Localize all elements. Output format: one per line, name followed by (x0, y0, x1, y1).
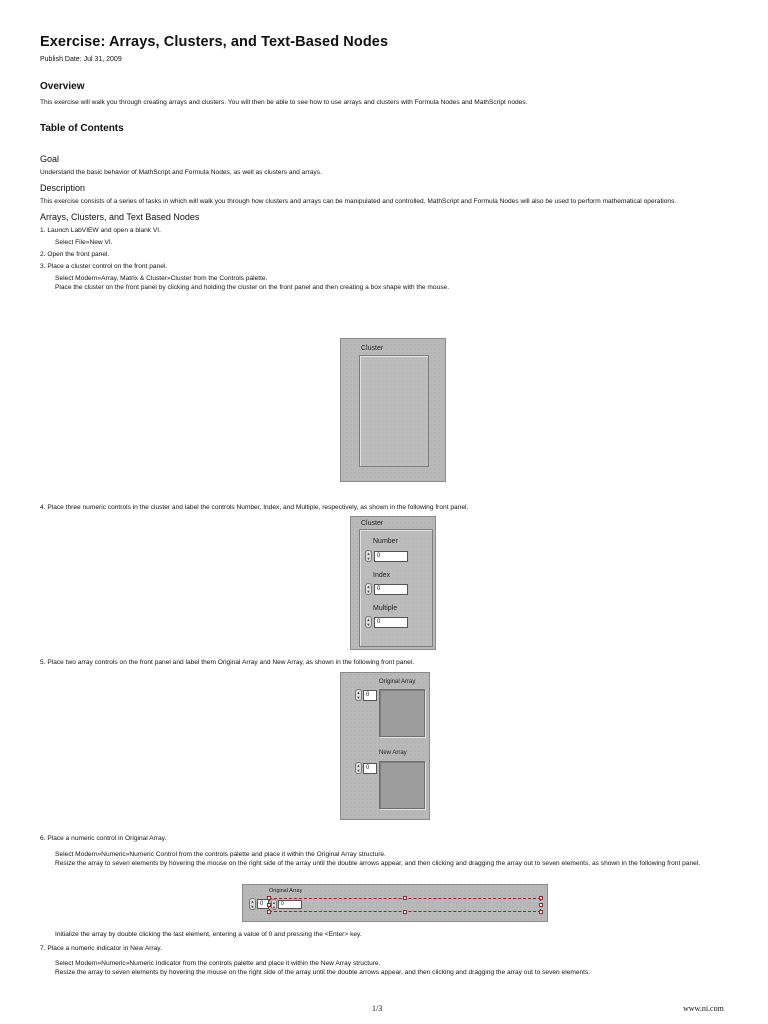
figure-cluster-numerics (350, 516, 436, 650)
step-7-instruction-a: Select Modern»Numeric»Numeric Indicator from the controls palette and place it within the New Array structure. (55, 960, 381, 967)
footer-site: www.ni.com (683, 1004, 724, 1013)
array-index-spinner[interactable]: ▲ ▼ (250, 899, 255, 909)
section-heading: Arrays, Clusters, and Text Based Nodes (40, 212, 200, 222)
figure-empty-cluster (340, 338, 446, 482)
resize-handle-tl[interactable] (267, 896, 271, 900)
step-6: 6. Place a numeric control in Original Array. (40, 835, 167, 842)
new-array-label: New Array (379, 750, 407, 756)
resize-handle-mr[interactable] (539, 903, 543, 907)
number-label: Number (373, 538, 398, 545)
step-6-instruction-a: Select Modern»Numeric»Numeric Control from the controls palette and place it within the Original Array structure. (55, 851, 386, 858)
resize-handle-ml[interactable] (267, 903, 271, 907)
new-array-frame (379, 761, 425, 809)
step-4: 4. Place three numeric controls in the cluster and label the controls Number, Index, and Multiple, respectively, as shown in the following front panel. (40, 504, 469, 511)
step-3: 3. Place a cluster control on the front panel. (40, 263, 168, 270)
resize-handle-bl[interactable] (267, 910, 271, 914)
index-input[interactable]: 0 (374, 584, 408, 595)
page-title: Exercise: Arrays, Clusters, and Text-Based Nodes (40, 34, 389, 50)
step-6-instruction-b: Resize the array to seven elements by hovering the mouse on the right side of the array until the double arrows appear, and then clicking and dragging the array out to seven elements, as shown in the following front panel. (55, 860, 701, 867)
original-index-spinner[interactable]: ▲ ▼ (356, 690, 361, 700)
figure-resized-array (242, 884, 548, 922)
step-3-instruction-a: Select Modern»Array, Matrix & Cluster»Cluster from the Controls palette. (55, 275, 268, 282)
number-spinner[interactable]: ▲ ▼ (366, 551, 371, 561)
cluster-frame (359, 355, 429, 467)
index-spinner[interactable]: ▲ ▼ (366, 584, 371, 594)
cluster-label: Cluster (361, 520, 384, 527)
cluster-label: Cluster (361, 345, 384, 352)
resize-handle-bm[interactable] (403, 910, 407, 914)
step-7-instruction-b: Resize the array to seven elements by hovering the mouse on the right side of the array until the double arrows appear, and then clicking and dragging the array out to seven elements. (55, 969, 591, 976)
new-index-spinner[interactable]: ▲ ▼ (356, 763, 361, 773)
multiple-input[interactable]: 0 (374, 617, 408, 628)
toc-heading: Table of Contents (40, 123, 124, 134)
step-3-instruction-b: Place the cluster on the front panel by clicking and holding the cluster on the front panel and then creating a box shape with the mouse. (55, 284, 450, 291)
resize-handle-br[interactable] (539, 910, 543, 914)
overview-text: This exercise will walk you through creating arrays and clusters. You will then be able to see how to use arrays and clusters with Formula Nodes and MathScript nodes. (40, 99, 528, 106)
resize-handle-tr[interactable] (539, 896, 543, 900)
page-number: 1/3 (372, 1004, 383, 1013)
multiple-label: Multiple (373, 605, 398, 612)
index-label: Index (373, 572, 391, 579)
description-text: This exercise consists of a series of tasks in which will walk you through how clusters and arrays can be manipulated and controlled. MathScript and Formula Nodes will also be used to perform mathematical operations. (40, 198, 677, 205)
step-7: 7. Place a numeric indicator in New Array. (40, 945, 162, 952)
goal-text: Understand the basic behavior of MathScript and Formula Nodes, as well as clusters and arrays. (40, 169, 322, 176)
original-index-input[interactable]: 0 (363, 690, 377, 701)
description-heading: Description (40, 183, 86, 193)
step-6-instruction-c: Initialize the array by double clicking the last element, entering a value of 0 and pressing the <Enter> key. (55, 931, 362, 938)
element-spinner[interactable]: ▲ ▼ (272, 900, 276, 910)
document-page (40, 34, 740, 295)
original-array-label: Original Array (269, 888, 303, 894)
figure-two-arrays (340, 672, 430, 820)
step-5: 5. Place two array controls on the front panel and label them Original Array and New Array, as shown in the following front panel. (40, 659, 415, 666)
array-element-input[interactable]: 0 (278, 900, 302, 909)
publish-date: Publish Date: Jul 31, 2009 (40, 56, 122, 63)
overview-heading: Overview (40, 81, 85, 92)
step-2: 2. Open the front panel. (40, 251, 110, 258)
new-index-input[interactable]: 0 (363, 763, 377, 774)
array-index-input[interactable]: 0 (257, 899, 269, 909)
step-1: 1. Launch LabVIEW and open a blank VI. (40, 227, 161, 234)
resize-handle-tm[interactable] (403, 896, 407, 900)
goal-heading: Goal (40, 154, 60, 164)
original-array-frame (379, 689, 425, 737)
number-input[interactable]: 0 (374, 551, 408, 562)
original-array-label: Original Array (379, 679, 416, 685)
step-1-instruction: Select File»New VI. (55, 239, 113, 246)
multiple-spinner[interactable]: ▲ ▼ (366, 617, 371, 627)
